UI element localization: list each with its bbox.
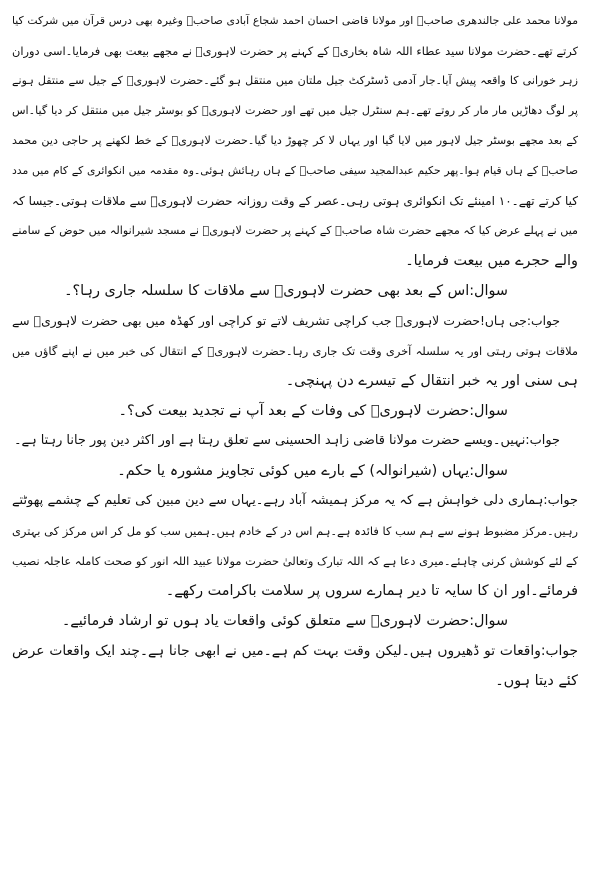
- answer-line-7: کے لئے کوشش کرنی چاہئے۔میری دعا ہے کہ اللہ تبارک وتعالیٰ حضرت مولانا عبید اللہ انور کو صحت کاملہ عاجلہ نصیب: [12, 554, 578, 568]
- answer-line-5: جواب:ہماری دلی خواہش ہے کہ یہ مرکز ہمیشہ آباد رہے۔یہاں سے دین مبین کی تعلیم کے چشمے پھوٹتے: [12, 493, 578, 508]
- answer-line-10: کئے دیتا ہوں۔: [495, 673, 578, 689]
- answer-line-8: فرمائے۔اور ان کا سایہ تا دیر ہمارے سروں پر سلامت باکرامت رکھے۔: [165, 583, 578, 599]
- answer-line-1: جواب:جی ہاں!حضرت لاہوریؒ جب کراچی تشریف لاتے تو کراچی اور کھڈہ میں بھی حضرت لاہوریؒ سے: [12, 314, 560, 328]
- paragraph-line-3: زہر خورانی کا واقعہ پیش آیا۔جار آدمی ڈسٹرکٹ جیل ملتان میں منتقل ہو گئے۔حضرت لاہوریؒ کے جیل سے منتقل ہونے: [12, 74, 578, 87]
- answer-line-6: رہیں۔مرکز مضبوط ہونے سے ہم سب کا فائدہ ہے۔ہم اس در کے خادم ہیں۔ہمیں سب کو مل کر اس مرکز کی بہتری: [12, 524, 578, 538]
- paragraph-line-4: پر لوگ دھاڑیں مار مار کر روتے تھے۔ہم سنٹرل جیل میں تھے اور حضرت لاہوریؒ کو بوسٹر جیل میں منتقل کر دیا گیا۔اس: [12, 104, 578, 117]
- answer-line-9: جواب:واقعات تو ڈھیروں ہیں۔لیکن وقت بہت کم ہے۔میں نے ابھی جانا ہے۔چند ایک واقعات عرض: [12, 643, 578, 659]
- paragraph-line-9: والے حجرے میں بیعت فرمایا۔: [405, 253, 578, 269]
- paragraph-line-1: مولانا محمد علی جالندھری صاحبؒ اور مولانا قاضی احسان احمد شجاع آبادی صاحبؒ وغیرہ بھی درس قرآن میں شرکت کیا: [12, 14, 578, 27]
- answer-line-3: ہی سنی اور یہ خبر انتقال کے تیسرے دن پہنچی۔: [285, 373, 578, 389]
- question-line-1: سوال:اس کے بعد بھی حضرت لاہوریؒ سے ملاقات کا سلسلہ جاری رہا؟۔: [64, 283, 508, 299]
- paragraph-line-5: کے بعد مجھے بوسٹر جیل لاہور میں لایا گیا اور یہاں لا کر چھوڑ دیا گیا۔حضرت لاہوریؒ کے خط لکھنے پر حاجی دین محمد: [12, 134, 578, 147]
- paragraph-line-7: کیا کرتے تھے۔۱۰ امینئے تک انکوائری ہوتی رہی۔عصر کے وقت روزانہ حضرت لاہوریؒ سے ملاقات ہوتی۔جیسا کہ: [12, 194, 578, 208]
- question-line-2: سوال:حضرت لاہوریؒ کی وفات کے بعد آپ نے تجدید بیعت کی؟۔: [118, 403, 508, 419]
- paragraph-line-2: کرتے تھے۔حضرت مولانا سید عطاء اللہ شاہ بخاریؒ کے کہنے پر حضرت لاہوریؒ نے مجھے بیعت بھی فرمایا۔اسی دوران: [12, 44, 578, 58]
- paragraph-line-6: صاحبؒ کے ہاں قیام ہوا۔پھر حکیم عبدالمجید سیفی صاحبؒ کے ہاں رہائش ہوئی۔وہ مقدمہ میں انکوائری کے کام میں مدد: [12, 164, 578, 177]
- answer-line-2: ملاقات ہوتی رہتی اور یہ سلسلہ آخری وقت تک جاری رہا۔حضرت لاہوریؒ کے انتقال کی خبر میں نے اپنے گاؤں میں: [12, 344, 578, 358]
- answer-line-4: جواب:نہیں۔ویسے حضرت مولانا قاضی زاہد الحسینی سے تعلق رہتا ہے اور اکثر دین پور جانا رہتا ہے۔: [13, 433, 560, 448]
- paragraph-line-8: میں نے پہلے عرض کیا کہ مجھے حضرت شاہ صاحبؒ کے کہنے پر حضرت لاہوریؒ نے مسجد شیرانوالہ میں حوض کے سامنے: [12, 224, 578, 237]
- question-line-3: سوال:یہاں (شیرانوالہ) کے بارے میں کوئی تجاویز مشورہ یا حکم۔: [117, 463, 508, 479]
- question-line-4: سوال:حضرت لاہوریؒ سے متعلق کوئی واقعات یاد ہوں تو ارشاد فرمائیے۔: [61, 613, 508, 629]
